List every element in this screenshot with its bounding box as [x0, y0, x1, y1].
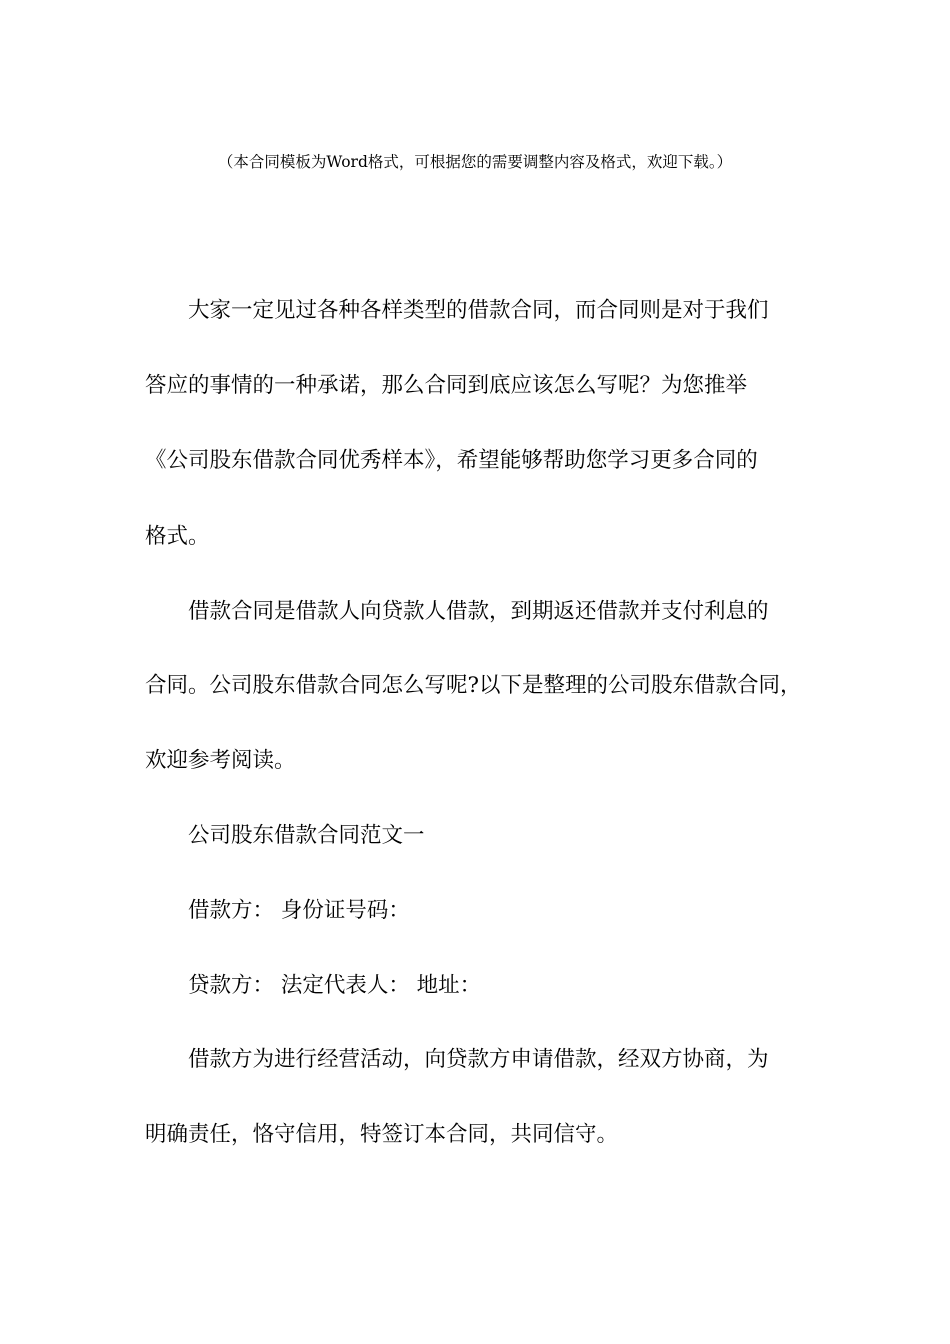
- paragraph-line-5: 借款合同是借款人向贷款人借款，到期返还借款并支付利息的: [188, 599, 769, 624]
- paragraph-line-7: 欢迎参考阅读。: [145, 748, 296, 773]
- paragraph-line-12: 明确责任，恪守信用，特签订本合同，共同信守。: [145, 1122, 619, 1147]
- paragraph-line-11: 借款方为进行经营活动，向贷款方申请借款，经双方协商，为: [188, 1047, 769, 1072]
- paragraph-line-1: 大家一定见过各种各样类型的借款合同，而合同则是对于我们: [188, 298, 769, 323]
- paragraph-line-6: 合同。公司股东借款合同怎么写呢?以下是整理的公司股东借款合同，: [145, 673, 802, 698]
- paragraph-line-4: 格式。: [145, 524, 210, 549]
- paragraph-line-3: 《公司股东借款合同优秀样本》，希望能够帮助您学习更多合同的: [145, 448, 758, 473]
- lender-line: 贷款方： 法定代表人： 地址：: [188, 973, 482, 998]
- paragraph-line-2: 答应的事情的一种承诺，那么合同到底应该怎么写呢？为您推举: [145, 373, 748, 398]
- template-note: （本合同模板为Word格式，可根据您的需要调整内容及格式，欢迎下载。）: [217, 153, 733, 171]
- section-heading: 公司股东借款合同范文一: [188, 823, 425, 848]
- borrower-line: 借款方： 身份证号码：: [188, 898, 410, 923]
